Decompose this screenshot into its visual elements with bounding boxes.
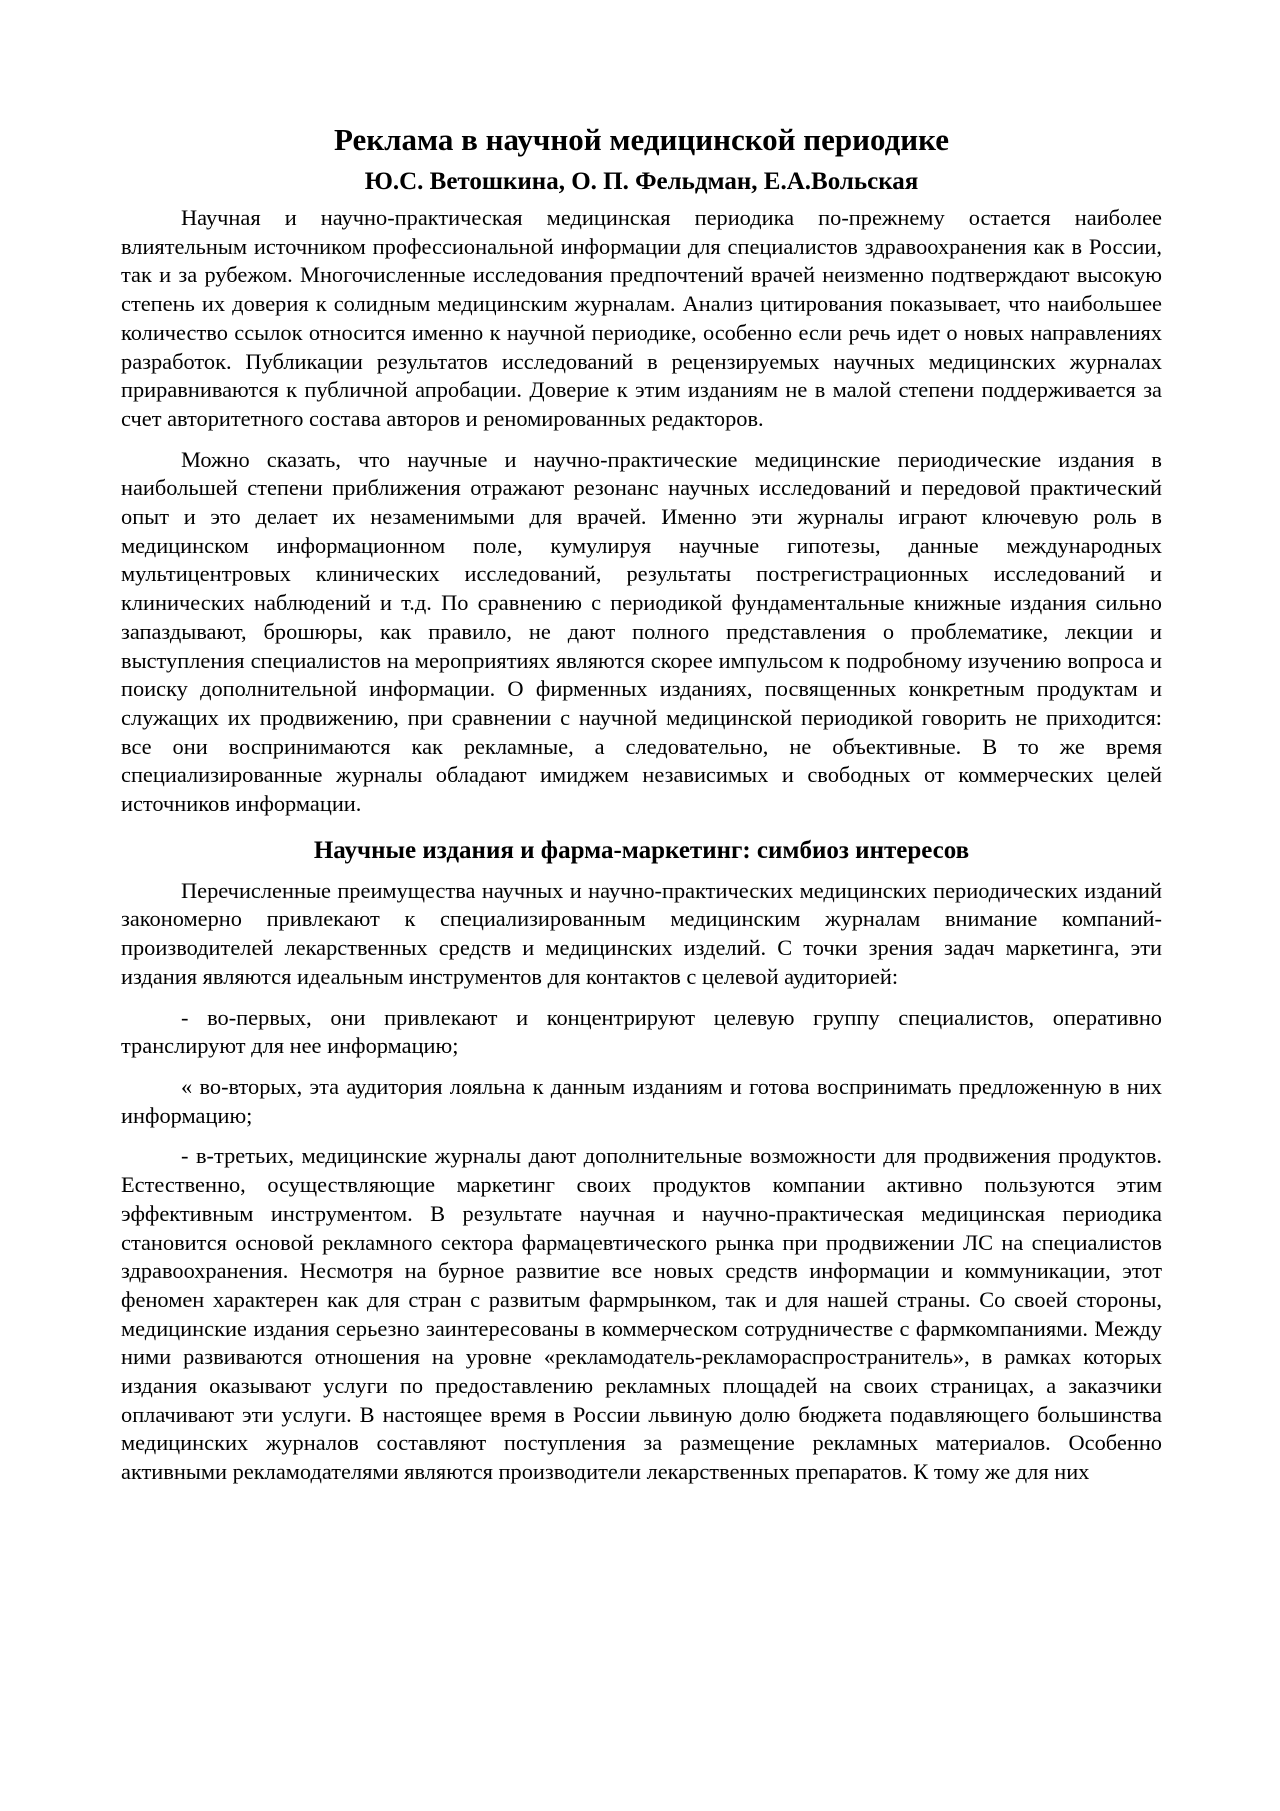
section-heading: Научные издания и фарма-маркетинг: симбиоз интересов <box>313 836 970 864</box>
list-item-second: « во-вторых, эта аудитория лояльна к данным изданиям и готова воспринимать предложенную в них информацию; <box>121 1073 1162 1128</box>
document-page <box>121 118 1162 1487</box>
paragraph-periodicals-role: Можно сказать, что научные и научно-практические медицинские периодические издания в наибольшей степени приближения отражают резонанс научных исследований и передовой практический опыт и это делает их незаменимыми для врачей. Именно эти журналы играют ключевую роль в медицинском информационном поле, кумулируя научные гипотезы, данные международных мультицентровых клинических исследований, результаты пострегистрационных исследований и клинических наблюдений и т.д. По сравнению с периодикой фундаментальные книжные издания сильно запаздывают, брошюры, как правило, не дают полного представления о проблематике, лекции и выступления специалистов на мероприятиях являются скорее импульсом к подробному изучению вопроса и поиску дополнительной информации. О фирменных изданиях, посвященных конкретным продуктам и служащих их продвижению, при сравнении с научной медицинской периодикой говорить не приходится: все они воспринимаются как рекламные, а следовательно, не объективные. В то же время специализированные журналы обладают имиджем независимых и свободных от коммерческих целей источников информации. <box>121 446 1162 817</box>
paragraph-advantages: Перечисленные преимущества научных и научно-практических медицинских периодических изданий закономерно привлекают к специализированным медицинским журналам внимание компаний-производителей лекарственных средств и медицинских изделий. С точки зрения задач маркетинга, эти издания являются идеальным инструментов для контактов с целевой аудиторией: <box>121 877 1162 989</box>
document-title: Реклама в научной медицинской периодике <box>333 122 950 157</box>
list-item-first: - во-первых, они привлекают и концентрируют целевую группу специалистов, оперативно транслируют для нее информацию; <box>121 1004 1162 1059</box>
list-item-third: - в-третьих, медицинские журналы дают дополнительные возможности для продвижения продуктов. Естественно, осуществляющие маркетинг своих продуктов компании активно пользуются этим эффективным инструментом. В результате научная и научно-практическая медицинская периодика становится основой рекламного сектора фармацевтического рынка при продвижении ЛС на специалистов здравоохранения. Несмотря на бурное развитие все новых средств информации и коммуникации, этот феномен характерен как для стран с развитым фармрынком, так и для нашей страны. Со своей стороны, медицинские издания серьезно заинтересованы в коммерческом сотрудничестве с фармкомпаниями. Между ними развиваются отношения на уровне «рекламодатель-рекламораспространитель», в рамках которых издания оказывают услуги по предоставлению рекламных площадей на своих страницах, а заказчики оплачивают эти услуги. В настоящее время в России львиную долю бюджета подавляющего большинства медицинских журналов составляют поступления за размещение рекламных материалов. Особенно активными рекламодателями являются производители лекарственных препаратов. К тому же для них <box>121 1143 1162 1485</box>
paragraph-intro: Научная и научно-практическая медицинская периодика по-прежнему остается наиболее влиятельным источником профессиональной информации для специалистов здравоохранения как в России, так и за рубежом. Многочисленные исследования предпочтений врачей неизменно подтверждают высокую степень их доверия к солидным медицинским журналам. Анализ цитирования показывает, что наибольшее количество ссылок относится именно к научной периодике, особенно если речь идет о новых направлениях разработок. Публикации результатов исследований в рецензируемых научных медицинских журналах приравниваются к публичной апробации. Доверие к этим изданиям не в малой степени поддерживается за счет авторитетного состава авторов и реномированных редакторов. <box>121 205 1162 431</box>
authors-line: Ю.С. Ветошкина, О. П. Фельдман, Е.А.Вольская <box>364 168 919 195</box>
